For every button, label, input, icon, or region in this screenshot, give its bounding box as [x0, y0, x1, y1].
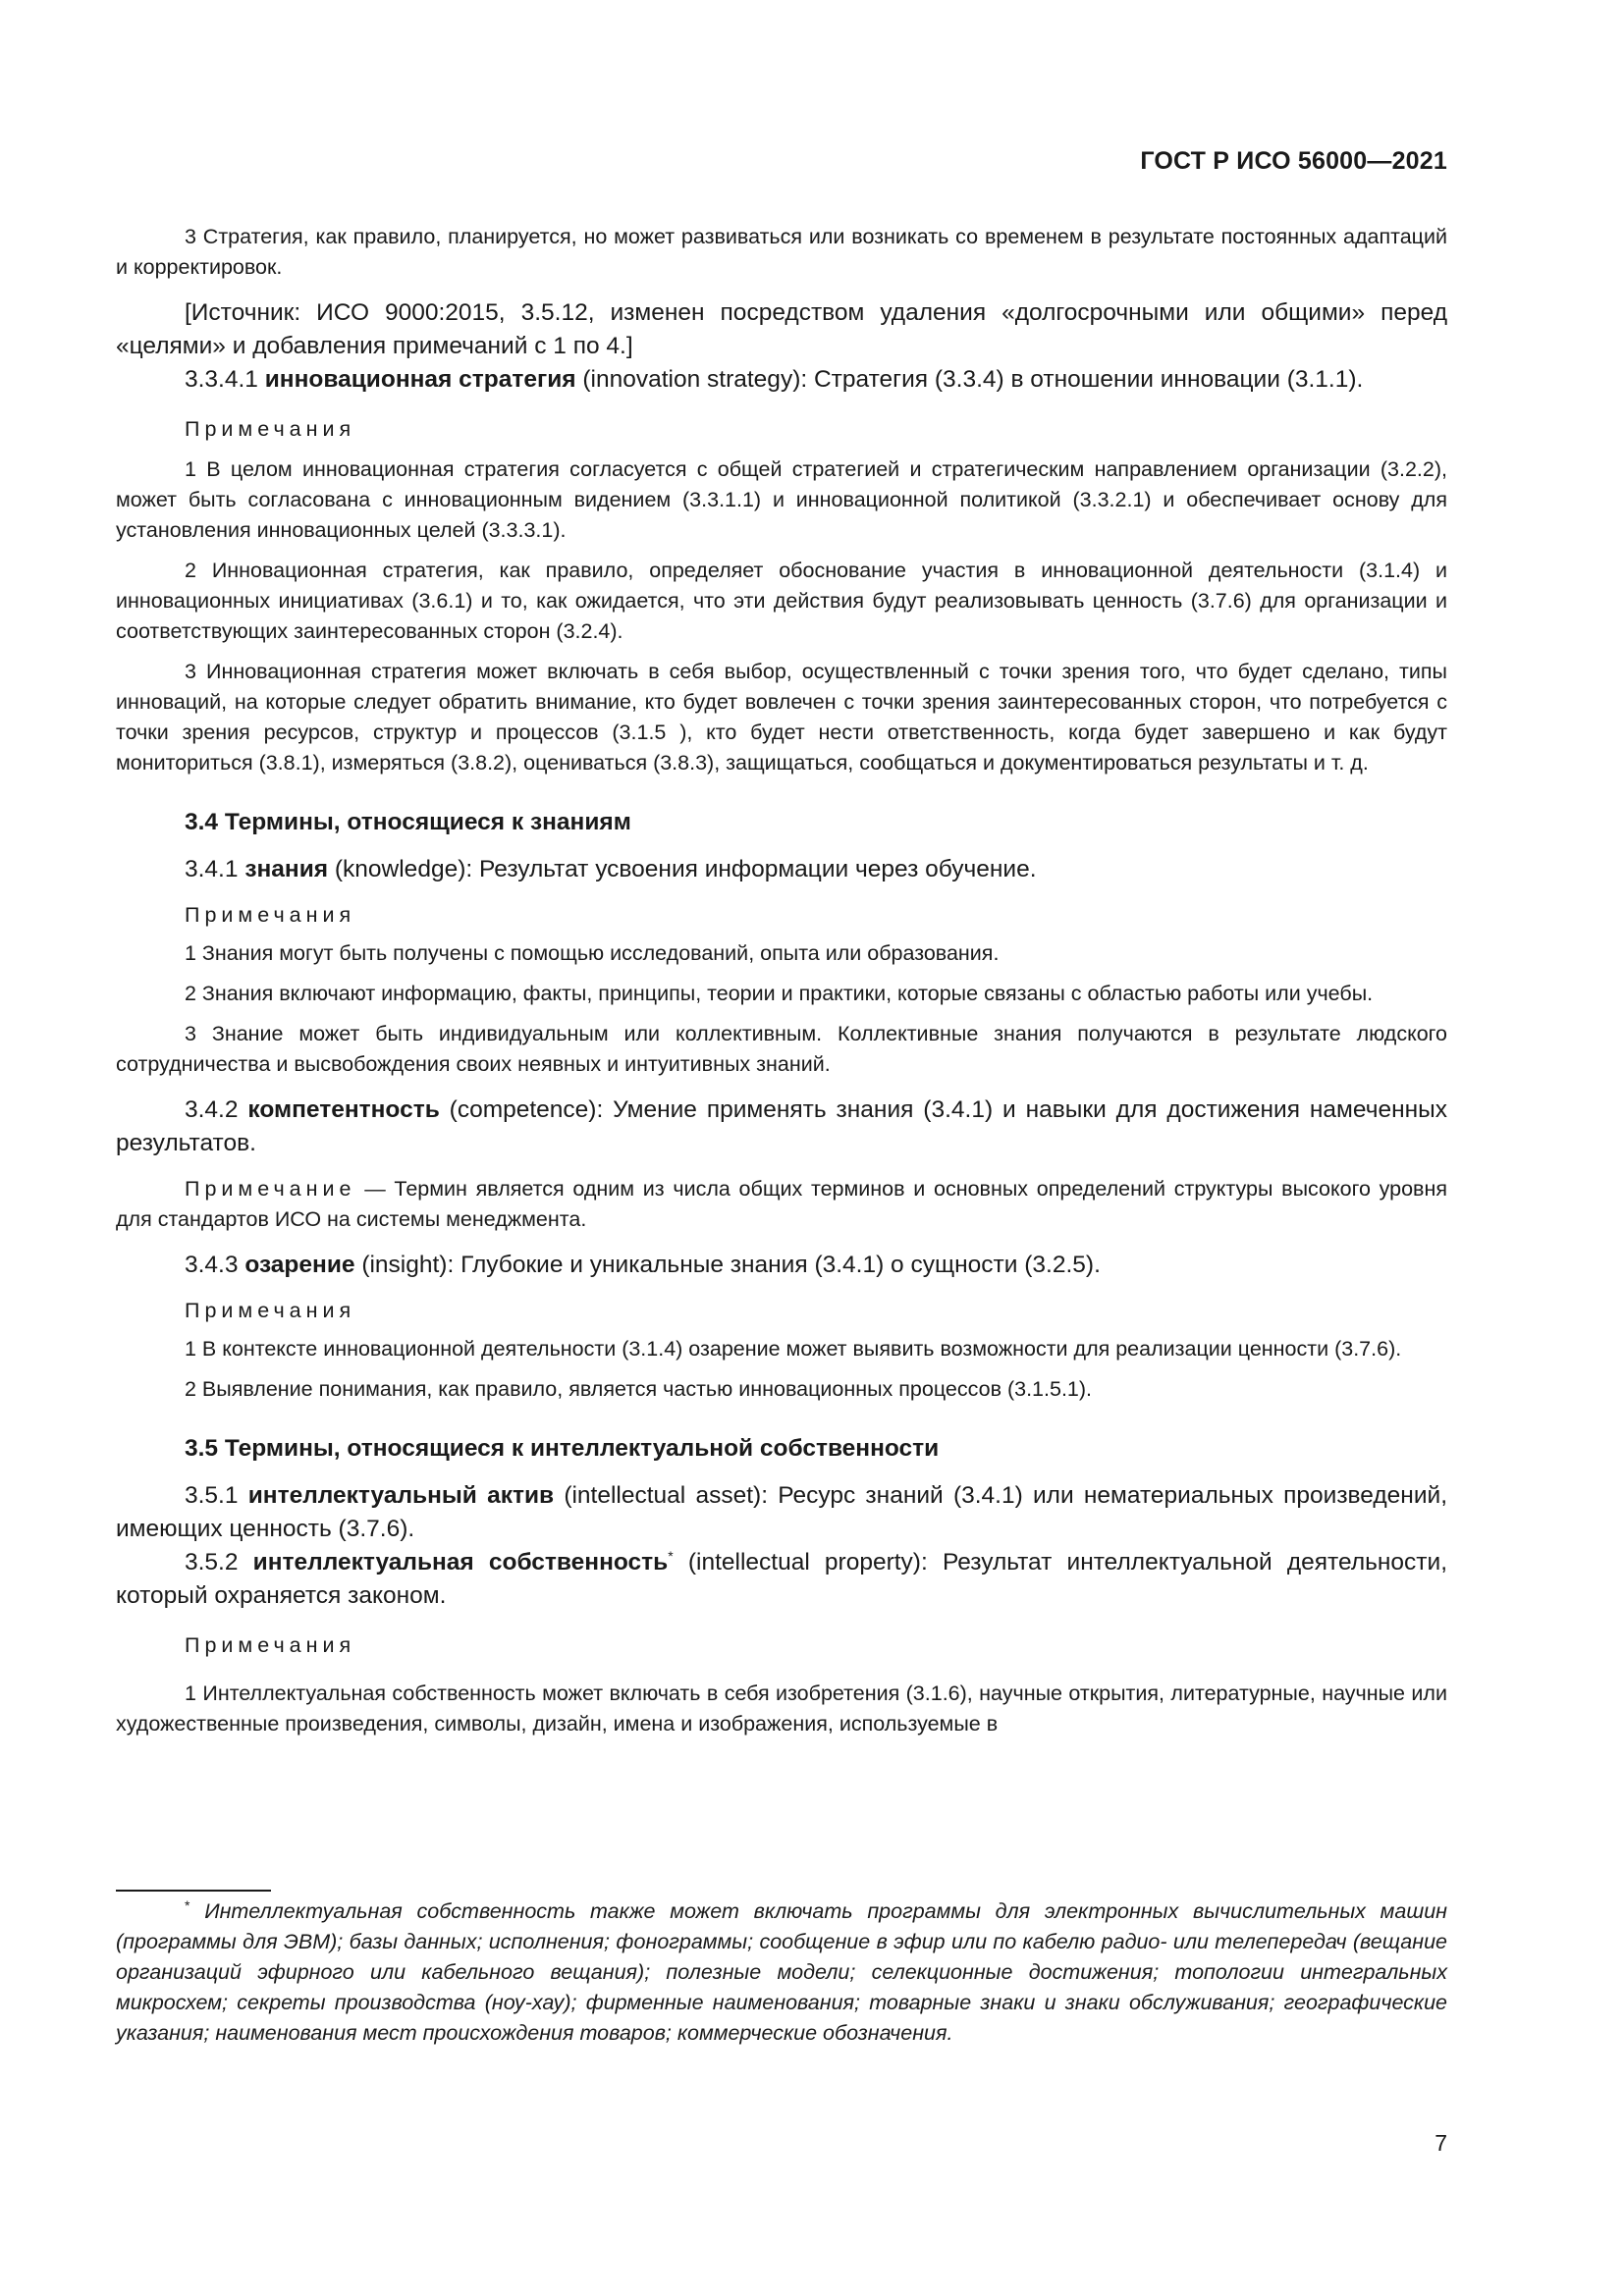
note-1-intellectual-property: 1 Интеллектуальная собственность может включать в себя изобретения (3.1.6), научные открытия, литературные, научные или художественные произведения, символы, дизайн, имена и изображения, используемые в — [116, 1682, 1447, 1735]
notes-label: Примечания — [185, 1299, 356, 1322]
term-number: 3.3.4.1 — [185, 366, 258, 393]
term-definition: (competence): Умение применять знания (3.4.1) и навыки для достижения намеченных результатов. — [116, 1096, 1448, 1156]
term-entry-knowledge — [116, 853, 1447, 886]
term-entry-insight — [116, 1249, 1447, 1282]
footnote — [116, 1896, 1447, 2049]
note-label: Примечание — [185, 1177, 356, 1201]
footnote-text: Интеллектуальная собственность также может включать программы для электронных вычислительных машин (программы для ЭВМ); базы данных; исполнения; фонограммы; сообщение в эфир или по кабелю радио- или телепередач (вещание организаций эфирного или кабельного вещания); полезные модели; селекционные достижения; топологии интегральных микросхем; секреты производства (ноу-хау); фирменные наименования; товарные знаки и знаки обслуживания; географические указания; наименования мест происхождения товаров; коммерческие обозначения. — [116, 1899, 1447, 2045]
footnote-separator — [116, 1890, 271, 1892]
note-competence — [116, 1174, 1447, 1235]
note-1-insight: 1 В контексте инновационной деятельности (3.1.4) озарение может выявить возможности для реализации ценности (3.7.6). — [185, 1337, 1402, 1361]
notes-label: Примечания — [185, 417, 356, 441]
term-definition: (insight): Глубокие и уникальные знания (3.4.1) о сущности (3.2.5). — [361, 1252, 1101, 1278]
footnote-reference-mark[interactable]: * — [668, 1547, 674, 1564]
note-text: — Термин является одним из числа общих терминов и основных определений структуры высокого уровня для стандартов ИСО на системы менеджмента. — [116, 1177, 1447, 1231]
term-number: 3.5.1 — [185, 1482, 239, 1509]
term-name: знания — [244, 856, 329, 882]
note-3-knowledge: 3 Знание может быть индивидуальным или коллективным. Коллективные знания получаются в результате людского сотрудничества и высвобождения своих неявных и интуитивных знаний. — [116, 1022, 1447, 1076]
document-body — [116, 222, 1447, 1739]
note-1-innovation-strategy: 1 В целом инновационная стратегия согласуется с общей стратегией и стратегическим направлением организации (3.2.2), может быть согласована с инновационным видением (3.3.1.1) и инновационной политикой (3.3.2.1) и обеспечивает основу для установления инновационных целей (3.3.3.1). — [116, 457, 1447, 542]
source-reference: [Источник: ИСО 9000:2015, 3.5.12, изменен посредством удаления «долгосрочными или общими» перед «целями» и добавления примечаний с 1 по 4.] — [116, 299, 1447, 359]
term-name: озарение — [244, 1252, 355, 1278]
term-entry-intellectual-asset — [116, 1479, 1447, 1546]
notes-label: Примечания — [185, 903, 356, 927]
term-definition: (knowledge): Результат усвоения информации через обучение. — [334, 856, 1037, 882]
section-heading-3-4: 3.4 Термины, относящиеся к знаниям — [185, 809, 631, 835]
term-entry-competence — [116, 1094, 1447, 1160]
term-definition: (intellectual property): Результат интеллектуальной деятельности, который охраняется законом. — [116, 1549, 1447, 1609]
term-number: 3.4.3 — [185, 1252, 239, 1278]
page-number: 7 — [1435, 2130, 1447, 2156]
section-heading-3-5: 3.5 Термины, относящиеся к интеллектуальной собственности — [185, 1435, 940, 1462]
term-definition: (intellectual asset): Ресурс знаний (3.4.1) или нематериальных произведений, имеющих ценность (3.7.6). — [116, 1482, 1448, 1542]
term-number: 3.4.1 — [185, 856, 239, 882]
note-1-knowledge: 1 Знания могут быть получены с помощью исследований, опыта или образования. — [185, 941, 1000, 965]
note-2-knowledge: 2 Знания включают информацию, факты, принципы, теории и практики, которые связаны с областью работы или учебы. — [185, 982, 1374, 1005]
term-number: 3.4.2 — [185, 1096, 239, 1123]
note-3-innovation-strategy: 3 Инновационная стратегия может включать в себя выбор, осуществленный с точки зрения того, что будет сделано, типы инноваций, на которые следует обратить внимание, кто будет вовлечен с точки зрения заинтересованных сторон, что потребуется с точки зрения ресурсов, структур и процессов (3.1.5 ), кто будет нести ответственность, когда будет завершено и как будут мониториться (3.8.1), измеряться (3.8.2), оцениваться (3.8.3), защищаться, сообщаться и документироваться результаты и т. д. — [116, 660, 1447, 774]
term-entry-intellectual-property — [116, 1546, 1447, 1613]
document-code-header: ГОСТ Р ИСО 56000—2021 — [1140, 147, 1447, 175]
footnote-mark: * — [185, 1897, 190, 1913]
term-name: компетентность — [247, 1096, 440, 1123]
term-number: 3.5.2 — [185, 1549, 239, 1575]
notes-label: Примечания — [185, 1633, 356, 1657]
note-2-innovation-strategy: 2 Инновационная стратегия, как правило, определяет обоснование участия в инновационной деятельности (3.1.4) и инновационных инициативах (3.6.1) и то, как ожидается, что эти действия будут реализовывать ценность (3.7.6) для организации и соответствующих заинтересованных сторон (3.2.4). — [116, 559, 1447, 643]
term-name: интеллектуальная собственность — [252, 1549, 669, 1575]
term-definition: (innovation strategy): Стратегия (3.3.4) в отношении инновации (3.1.1). — [582, 366, 1364, 393]
term-name: интеллектуальный актив — [247, 1482, 555, 1509]
note-2-insight: 2 Выявление понимания, как правило, является частью инновационных процессов (3.1.5.1). — [185, 1377, 1093, 1401]
strategy-note-3: 3 Стратегия, как правило, планируется, но может развиваться или возникать со временем в результате постоянных адаптаций и корректировок. — [116, 225, 1447, 279]
term-entry-innovation-strategy — [116, 363, 1447, 397]
term-name: инновационная стратегия — [264, 366, 576, 393]
